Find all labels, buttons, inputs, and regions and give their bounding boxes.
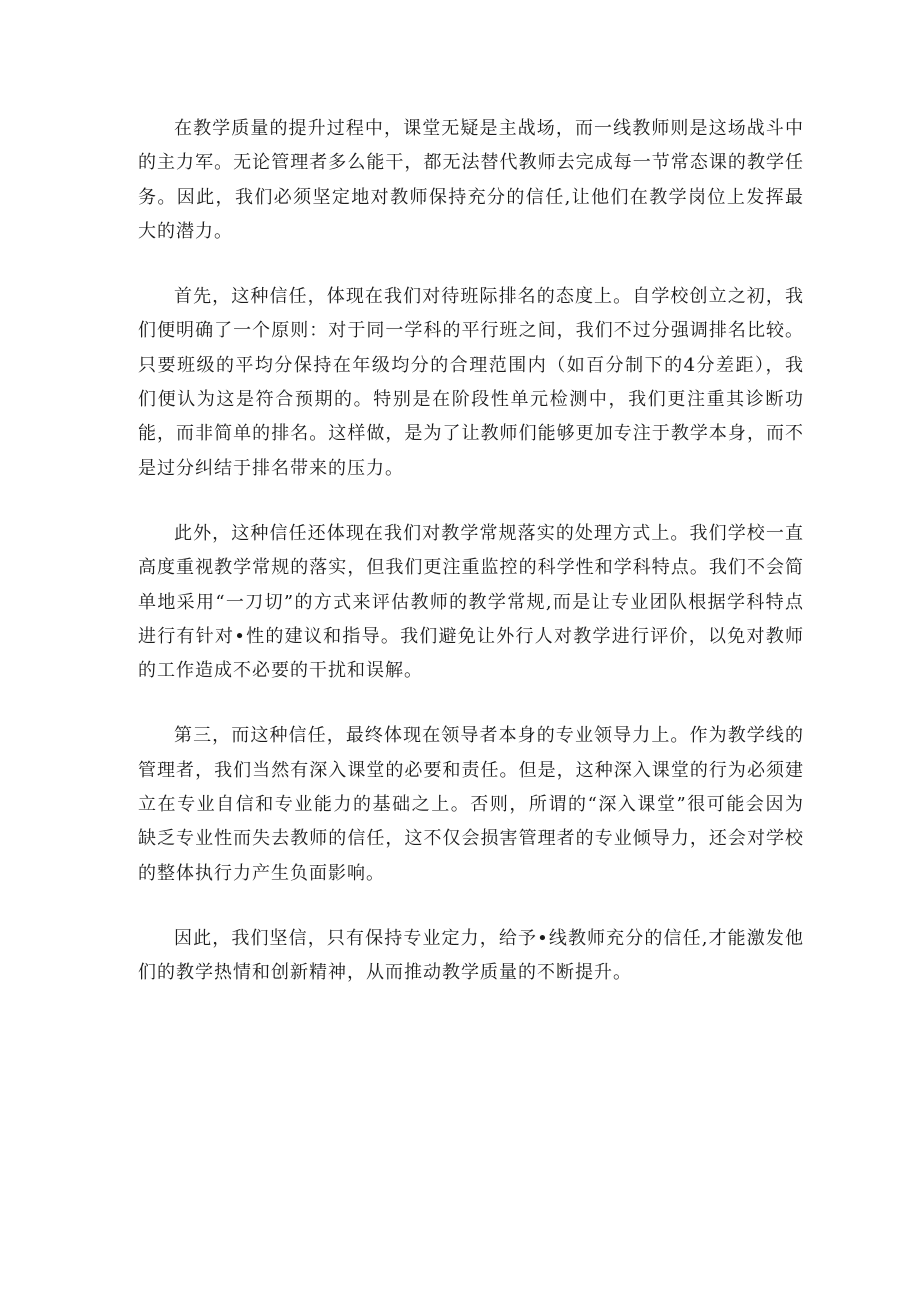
paragraph-3: 此外，这种信任还体现在我们对教学常规落实的处理方式上。我们学校一直高度重视教学常规的落实，但我们更注重监控的科学性和学科特点。我们不会简单地采用“一刀切”的方式来评估教师的教学常规,而是让专业团队根据学科特点进行有针对•性的建议和指导。我们避免让外行人对教学进行评价，以免对教师的工作造成不必要的干扰和误解。 <box>138 522 804 682</box>
paragraph-2: 首先，这种信任，体现在我们对待班际排名的态度上。自学校创立之初，我们便明确了一个原则：对于同一学科的平行班之间，我们不过分强调排名比较。只要班级的平均分保持在年级均分的合理范围内（如百分制下的4分差距），我们便认为这是符合预期的。特别是在阶段性单元检测中，我们更注重其诊断功能，而非简单的排名。这样做，是为了让教师们能够更加专注于教学本身，而不是过分纠结于排名带来的压力。 <box>138 286 804 479</box>
paragraph-5: 因此，我们坚信，只有保持专业定力，给予•线教师充分的信任,才能激发他们的教学热情和创新精神，从而推动教学质量的不断提升。 <box>138 927 804 984</box>
paragraph-4: 第三，而这种信任，最终体现在领导者本身的专业领导力上。作为教学线的管理者，我们当然有深入课堂的必要和责任。但是，这种深入课堂的行为必须建立在专业自信和专业能力的基础之上。否则，所谓的“深入课堂”很可能会因为缺乏专业性而失去教师的信任，这不仅会损害管理者的专业倾导力，还会对学校的整体执行力产生负面影响。 <box>138 725 804 884</box>
paragraph-1: 在教学质量的提升过程中，课堂无疑是主战场，而一线教师则是这场战斗中的主力军。无论管理者多么能干，都无法替代教师去完成每一节常态课的教学任务。因此，我们必须坚定地对教师保持充分的信任,让他们在教学岗位上发挥最大的潜力。 <box>138 118 804 242</box>
